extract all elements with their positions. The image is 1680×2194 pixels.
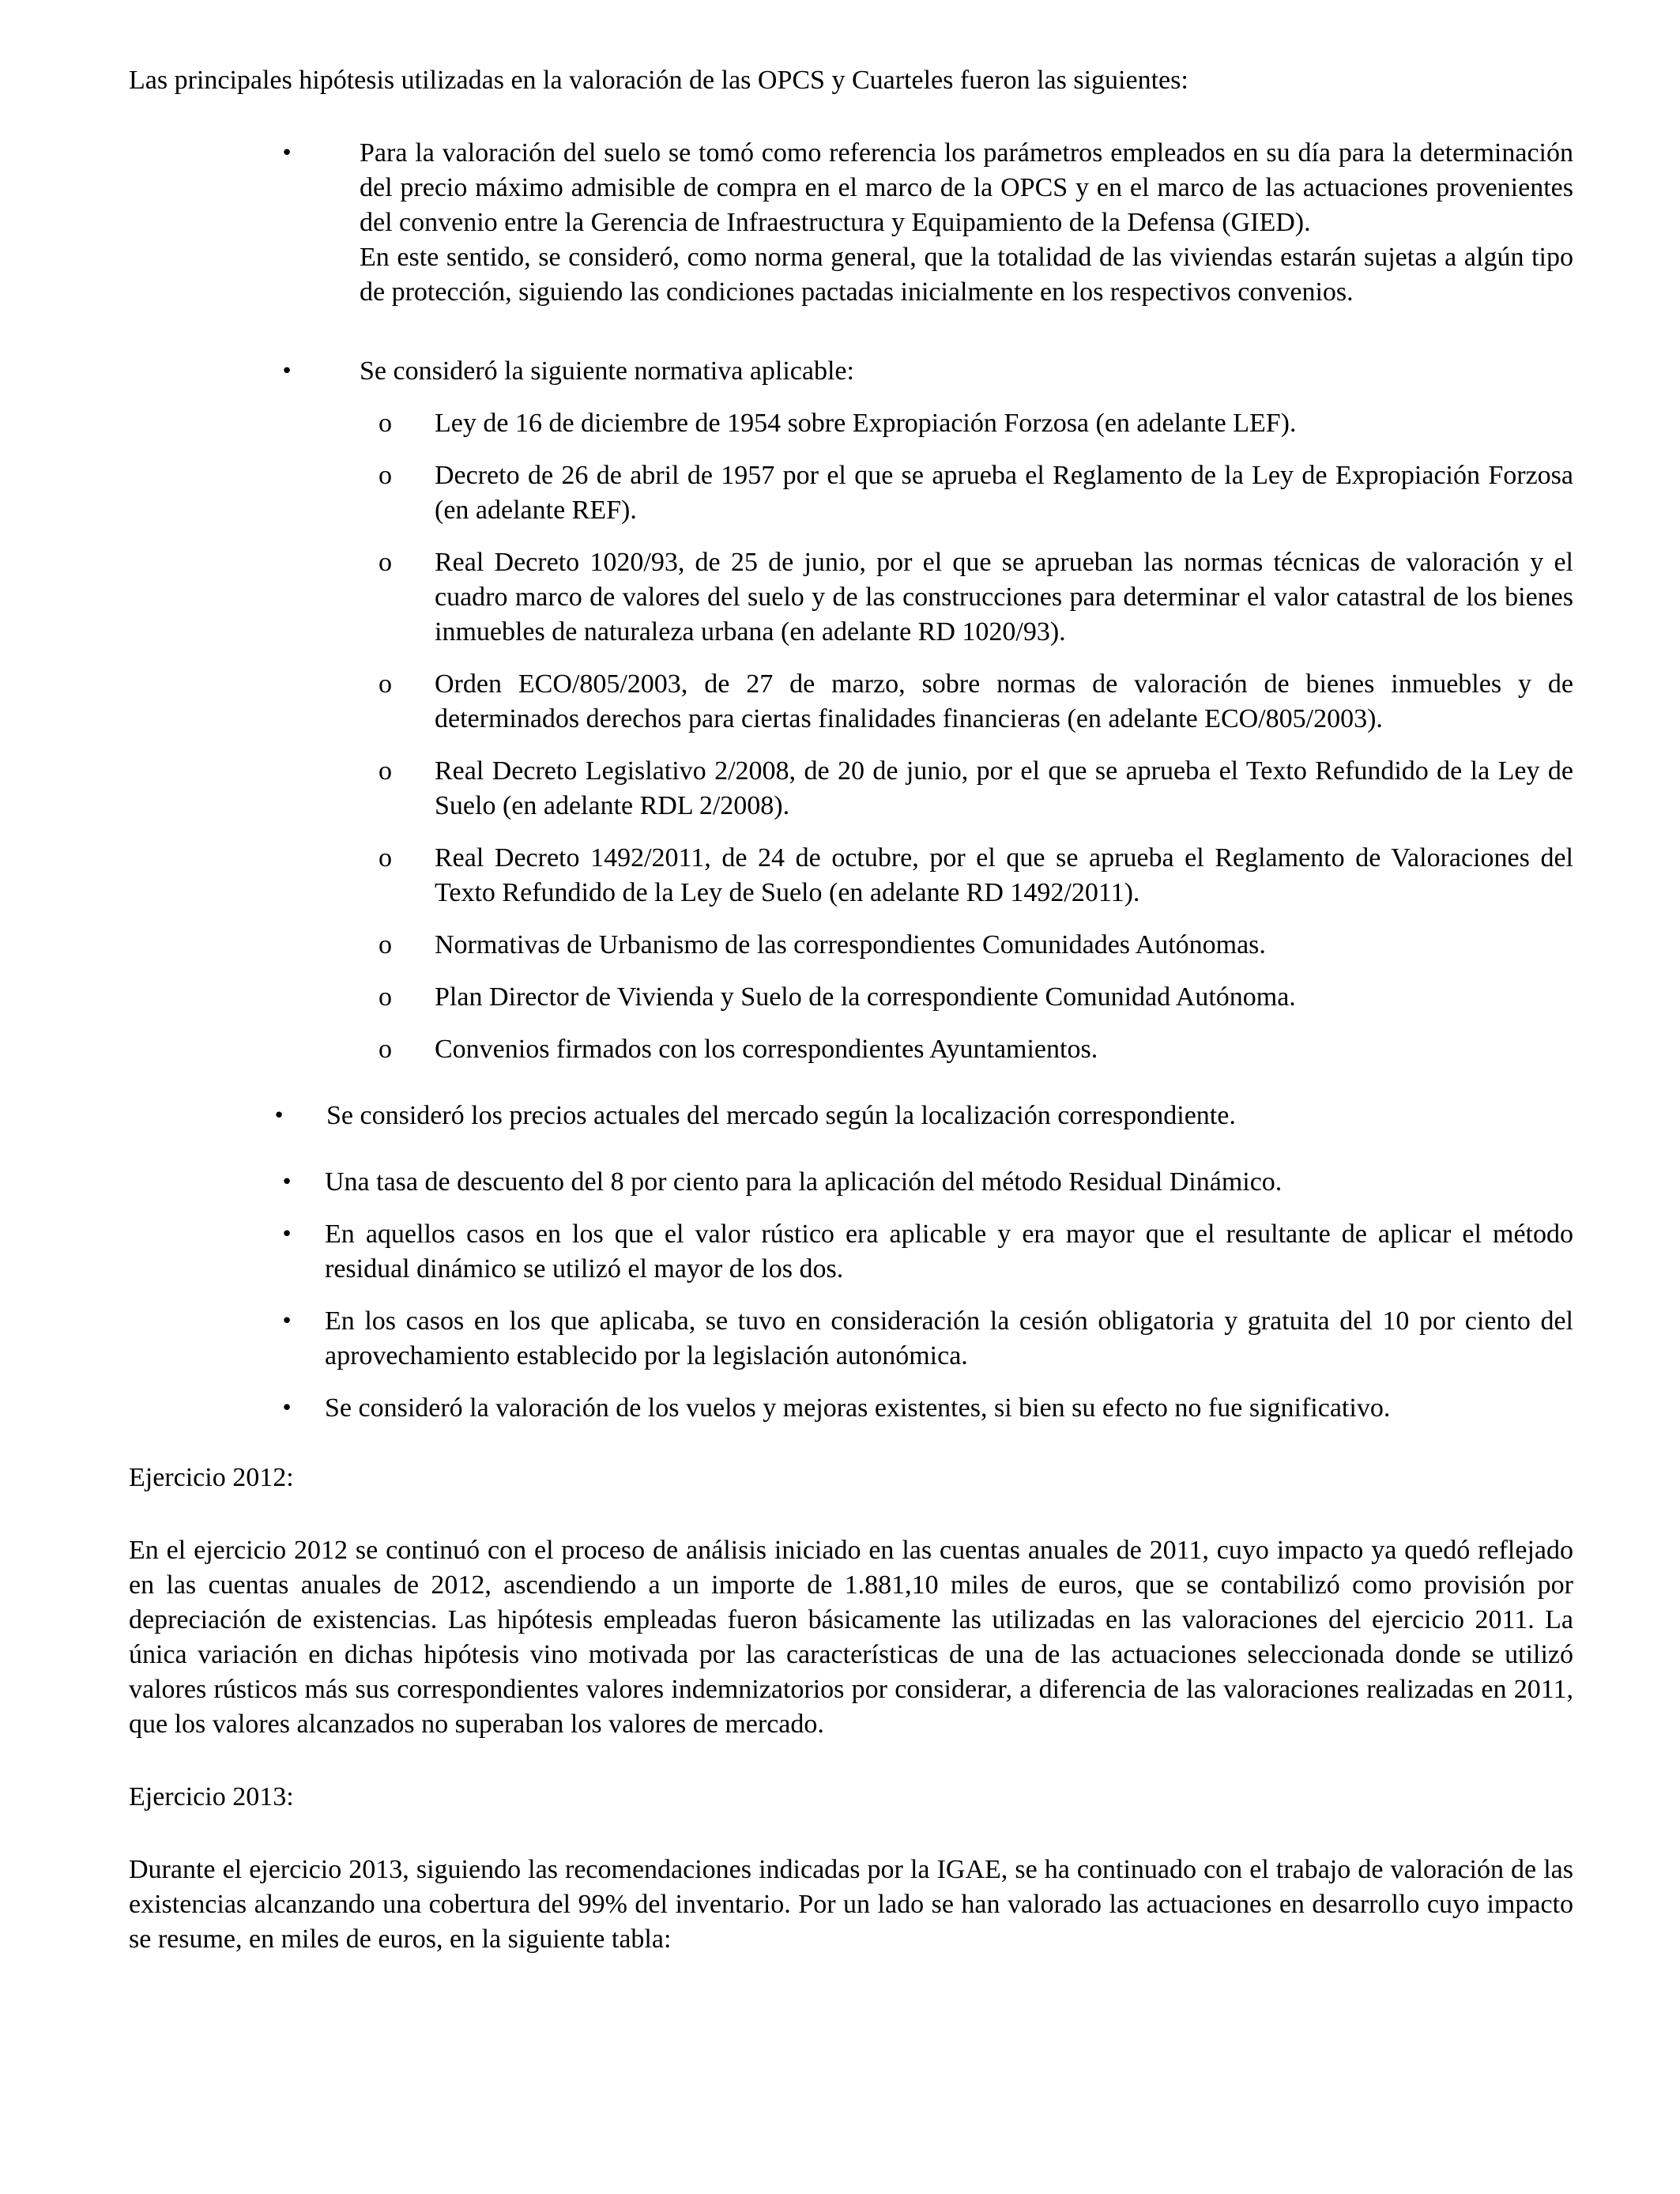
section-paragraph-2012: En el ejercicio 2012 se continuó con el proceso de análisis iniciado en las cuentas anuales de 2011, cuyo impacto ya quedó reflejado en las cuentas anuales de 2012, ascendiendo a un importe de 1.881,10 miles de euros, que se contabilizó como provisión por depreciación de existencias. Las hipótesis empleadas fueron básicamente las utilizadas en las valoraciones del ejercicio 2011. La única variación en dichas hipótesis vino motivada por las características de una de las actuaciones seleccionada donde se utilizó valores rústicos más sus correspondientes valores indemnizatorios por considerar, a diferencia de las valoraciones realizadas en 2011, que los valores alcanzados no superaban los valores de mercado.: [129, 1536, 1573, 1739]
sub-list-item: [129, 458, 1573, 528]
bullet-item-vuelos: [129, 1391, 1573, 1426]
bullet-marker: •: [281, 1223, 293, 1246]
bullet-marker: •: [273, 1104, 285, 1128]
sub-list-item: [129, 928, 1573, 963]
sub-list-item: [129, 545, 1573, 650]
section-heading-2013: Ejercicio 2013:: [129, 1782, 294, 1811]
bullet-paragraph: Se consideró los precios actuales del mercado según la localización correspondiente.: [326, 1101, 1236, 1130]
sub-list-item: [129, 980, 1573, 1015]
sub-list-item: [129, 754, 1573, 824]
sub-list-item: [129, 667, 1573, 737]
sub-item-text: Convenios firmados con los correspondientes Ayuntamientos.: [435, 1035, 1098, 1064]
bullet-item-valor-rustico: [129, 1217, 1573, 1287]
sub-list-item: [129, 406, 1573, 441]
sub-list-item: [129, 1032, 1573, 1067]
sub-bullet-marker: o: [379, 930, 392, 959]
bullet-paragraph: En los casos en los que aplicaba, se tuvo en consideración la cesión obligatoria y gratuita del 10 por ciento del aprovechamiento establecido por la legislación autonómica.: [325, 1306, 1573, 1370]
sub-list-item: [129, 841, 1573, 910]
section-paragraph-2013: Durante el ejercicio 2013, siguiendo las recomendaciones indicadas por la IGAE, se ha continuado con el trabajo de valoración de las existencias alcanzando una cobertura del 99% del inventario. Por un lado se han valorado las actuaciones en desarrollo cuyo impacto se resume, en miles de euros, en la siguiente tabla:: [129, 1855, 1573, 1954]
document-page: [129, 63, 1573, 1957]
bullet-paragraph: Se consideró la siguiente normativa aplicable:: [360, 356, 854, 386]
bullet-paragraph: Se consideró la valoración de los vuelos y mejoras existentes, si bien su efecto no fue significativo.: [325, 1393, 1391, 1423]
sub-item-text: Orden ECO/805/2003, de 27 de marzo, sobre normas de valoración de bienes inmuebles y de determinados derechos para ciertas finalidades financieras (en adelante ECO/805/2003).: [435, 669, 1573, 733]
bullet-item-cesion: [129, 1304, 1573, 1374]
sub-item-text: Real Decreto Legislativo 2/2008, de 20 de junio, por el que se aprueba el Texto Refundido de la Ley de Suelo (en adelante RDL 2/2008).: [435, 756, 1573, 820]
intro-paragraph: Las principales hipótesis utilizadas en la valoración de las OPCS y Cuarteles fueron las siguientes:: [129, 66, 1188, 95]
bullet-paragraph: Para la valoración del suelo se tomó como referencia los parámetros empleados en su día para la determinación del precio máximo admisible de compra en el marco de la OPCS y en el marco de las actuaciones provenientes del convenio entre la Gerencia de Infraestructura y Equipamiento de la Defensa (GIED).: [360, 138, 1573, 237]
sub-item-text: Real Decreto 1492/2011, de 24 de octubre, por el que se aprueba el Reglamento de Valoraciones del Texto Refundido de la Ley de Suelo (en adelante RD 1492/2011).: [435, 843, 1573, 907]
bullet-marker: •: [281, 360, 293, 383]
bullet-paragraph: En aquellos casos en los que el valor rústico era aplicable y era mayor que el resultante de aplicar el método residual dinámico se utilizó el mayor de los dos.: [325, 1220, 1573, 1284]
bullet-paragraph: En este sentido, se consideró, como norma general, que la totalidad de las viviendas estarán sujetas a algún tipo de protección, siguiendo las condiciones pactadas inicialmente en los respectivos convenios.: [360, 243, 1573, 307]
bullet-item-precios: [129, 1099, 1573, 1133]
sub-bullet-marker: o: [379, 409, 392, 438]
sub-bullet-marker: o: [379, 756, 392, 786]
bullet-marker: •: [281, 1397, 293, 1420]
sub-bullet-marker: o: [379, 982, 392, 1012]
section-heading-2012: Ejercicio 2012:: [129, 1463, 294, 1492]
sub-item-text: Ley de 16 de diciembre de 1954 sobre Expropiación Forzosa (en adelante LEF).: [435, 409, 1297, 438]
bullet-item-valoracion-suelo: [129, 136, 1573, 310]
bullet-marker: •: [281, 1310, 293, 1333]
bullet-marker: •: [281, 1171, 293, 1194]
sub-item-text: Normativas de Urbanismo de las correspondientes Comunidades Autónomas.: [435, 930, 1266, 959]
bullet-item-normativa: [129, 354, 1573, 389]
sub-item-text: Decreto de 26 de abril de 1957 por el que se aprueba el Reglamento de la Ley de Expropiación Forzosa (en adelante REF).: [435, 461, 1573, 525]
sub-item-text: Plan Director de Vivienda y Suelo de la correspondiente Comunidad Autónoma.: [435, 982, 1296, 1012]
bullet-item-tasa-descuento: [129, 1165, 1573, 1200]
bullet-paragraph: Una tasa de descuento del 8 por ciento para la aplicación del método Residual Dinámico.: [325, 1167, 1283, 1197]
sub-bullet-marker: o: [379, 843, 392, 873]
bullet-marker: •: [281, 141, 293, 165]
sub-item-text: Real Decreto 1020/93, de 25 de junio, por el que se aprueban las normas técnicas de valoración y el cuadro marco de valores del suelo y de las construcciones para determinar el valor catastral de los bienes inmuebles de naturaleza urbana (en adelante RD 1020/93).: [435, 548, 1573, 647]
sub-bullet-marker: o: [379, 548, 392, 577]
sub-bullet-marker: o: [379, 461, 392, 490]
sub-bullet-marker: o: [379, 1035, 392, 1064]
sub-bullet-marker: o: [379, 669, 392, 699]
